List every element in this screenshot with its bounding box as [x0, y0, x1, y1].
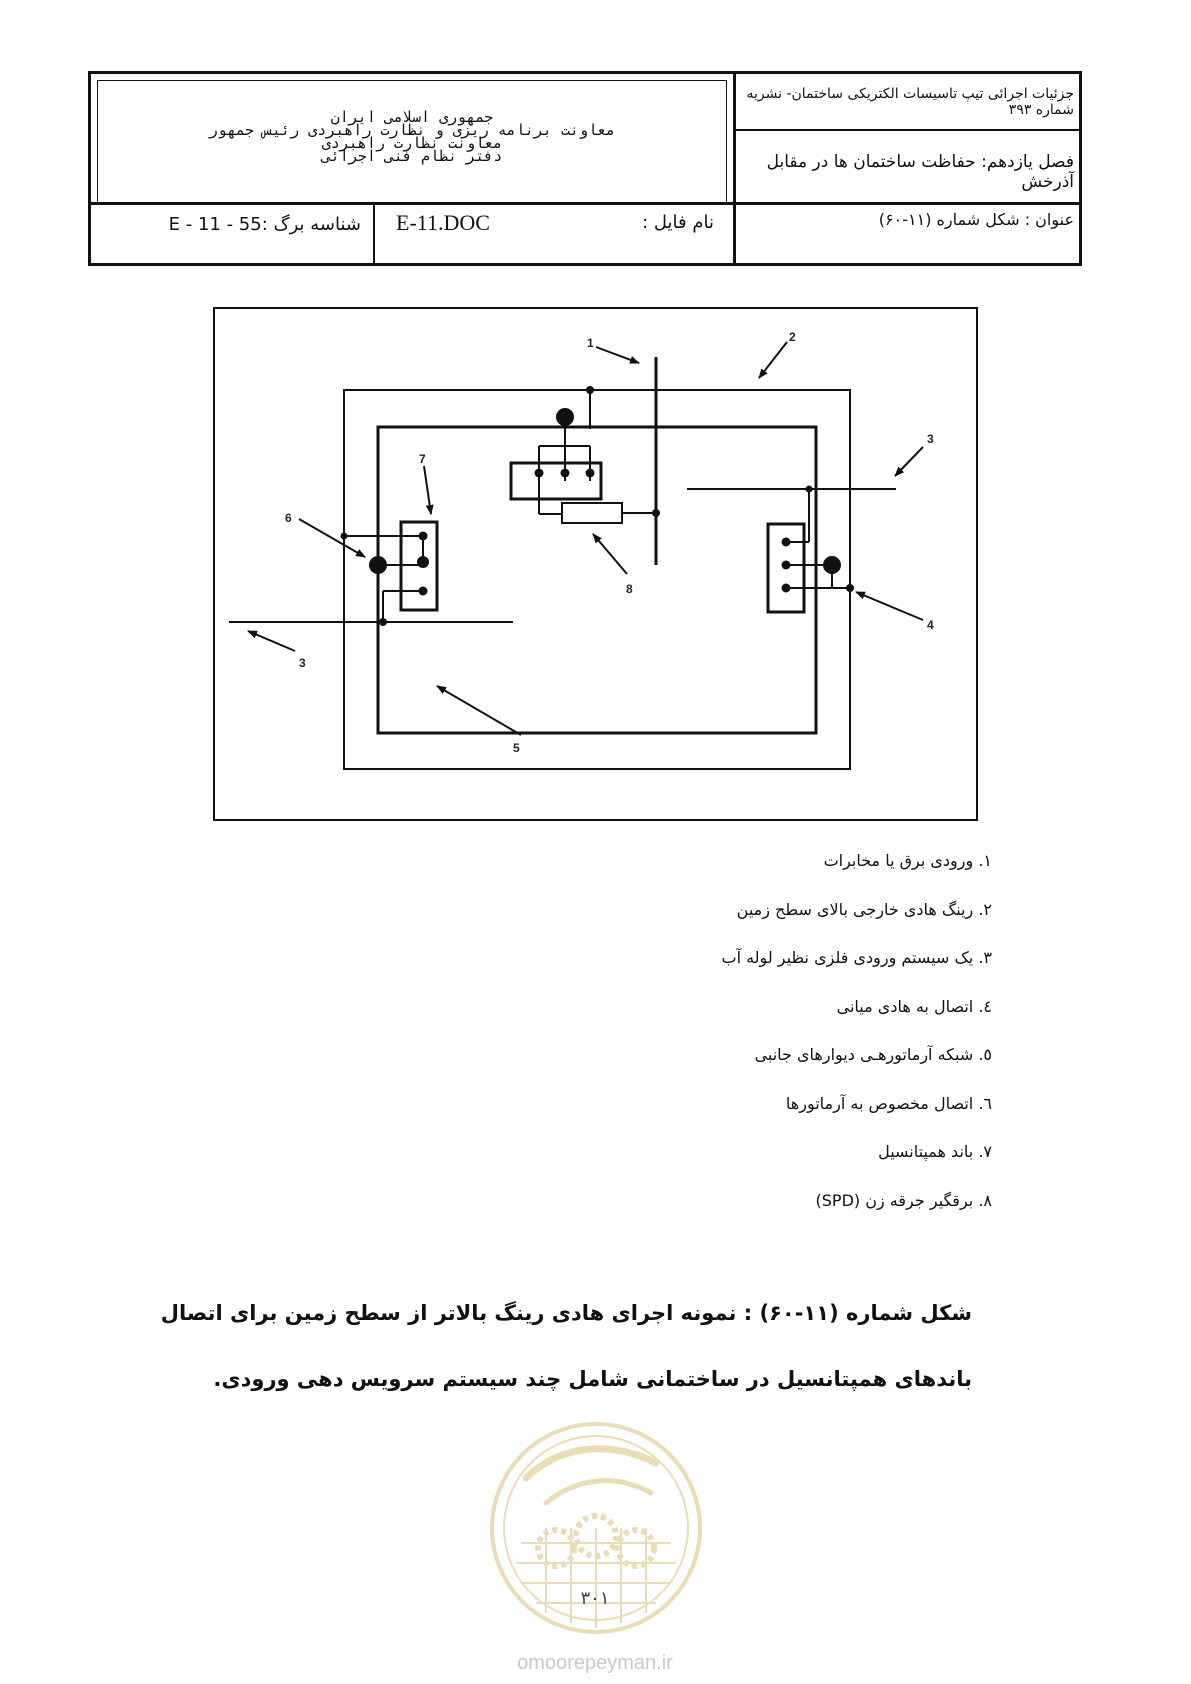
legend-item: ۷. باند همپتانسیل	[878, 1142, 992, 1161]
callout-8: 8	[626, 582, 633, 596]
figure-caption-line-2: باندهای همپتانسیل در ساختمانی شامل چند سیستم سرویس دهی ورودی.	[213, 1367, 972, 1391]
callout-3-right: 3	[927, 432, 934, 446]
equipotential-bonding-diagram	[213, 307, 978, 821]
org-line: معاونت نظارت راهبردی	[321, 134, 503, 152]
website-watermark: omoorepeyman.ir	[517, 1652, 673, 1674]
callout-5: 5	[513, 741, 520, 755]
figure-caption-line-1: شکل شماره (۱۱-۶۰) : نمونه اجرای هادی رینگ بالاتر از سطح زمین برای اتصال	[160, 1301, 972, 1325]
file-name-value: E-11.DOC	[396, 210, 490, 235]
legend-item: ٦. اتصال مخصوص به آرماتورها	[785, 1093, 992, 1113]
junction-dot	[846, 584, 854, 592]
legend-item: ۸. برقگیر جرقه زن (SPD)	[815, 1190, 992, 1210]
header-table	[88, 71, 1082, 266]
publication-title: جزئیات اجرائی تیپ تاسیسات الکتریکی ساختمان- نشریه شماره ۳۹۳	[746, 86, 1074, 118]
divider	[373, 204, 375, 263]
junction-dot	[586, 386, 594, 394]
legend-item: ٥. شبکه آرماتورهـی دیوارهای جانبی	[754, 1045, 992, 1064]
junction-dot	[341, 533, 348, 540]
junction-dot	[419, 587, 428, 596]
legend-item: ۱. ورودی برق یا مخابرات	[823, 851, 992, 870]
junction-dot	[535, 469, 544, 478]
bonding-bar-top	[511, 463, 601, 499]
divider	[736, 129, 1079, 131]
junction-dot	[782, 538, 791, 547]
file-name-label: نام فایل :	[642, 212, 714, 233]
divider	[733, 74, 736, 263]
junction-dot	[782, 561, 791, 570]
sheet-id: شناسه برگ :55 - 11 - E	[168, 214, 361, 235]
junction-dot	[556, 408, 574, 426]
org-line: دفتر نظام فنی اجرائی	[321, 147, 503, 165]
junction-dot	[806, 486, 813, 493]
junction-dot	[782, 584, 791, 593]
legend-item: ٤. اتصال به هادی میانی	[836, 996, 992, 1016]
junction-dot	[417, 556, 429, 568]
chapter-title: فصل یازدهم: حفاظت ساختمان ها در مقابل آذرخش	[766, 152, 1074, 192]
legend-item: ۳. یک سیستم ورودی فلزی نظیر لوله آب	[721, 948, 992, 967]
callout-7: 7	[419, 452, 426, 466]
divider	[91, 202, 1079, 205]
junction-dot	[379, 618, 387, 626]
junction-dot	[586, 469, 595, 478]
junction-dot	[652, 509, 660, 517]
junction-dot	[369, 556, 387, 574]
page-number: ۳۰۱	[580, 1588, 610, 1609]
spd-device	[562, 503, 622, 523]
wall-reinforcement	[378, 427, 816, 733]
junction-dot	[561, 469, 570, 478]
callout-4: 4	[927, 618, 934, 632]
legend-item: ۲. رینگ هادی خارجی بالای سطح زمین	[736, 899, 992, 919]
org-line: معاونت برنامه ریزی و نظارت راهبردی رئیس جمهور	[208, 121, 616, 139]
outer-ring-conductor	[344, 390, 850, 769]
organization-block	[97, 80, 727, 204]
callout-1: 1	[587, 336, 594, 350]
figure-title: عنوان : شکل شماره (۱۱-۶۰)	[878, 210, 1074, 229]
diagram-svg	[215, 309, 976, 819]
callout-3-left: 3	[299, 656, 306, 670]
junction-dot	[823, 556, 841, 574]
legend-list	[520, 851, 992, 1239]
org-line: جمهوری اسلامی ایران	[330, 108, 494, 126]
callout-6: 6	[285, 511, 292, 525]
junction-dot	[419, 532, 428, 541]
callout-2: 2	[789, 330, 796, 344]
